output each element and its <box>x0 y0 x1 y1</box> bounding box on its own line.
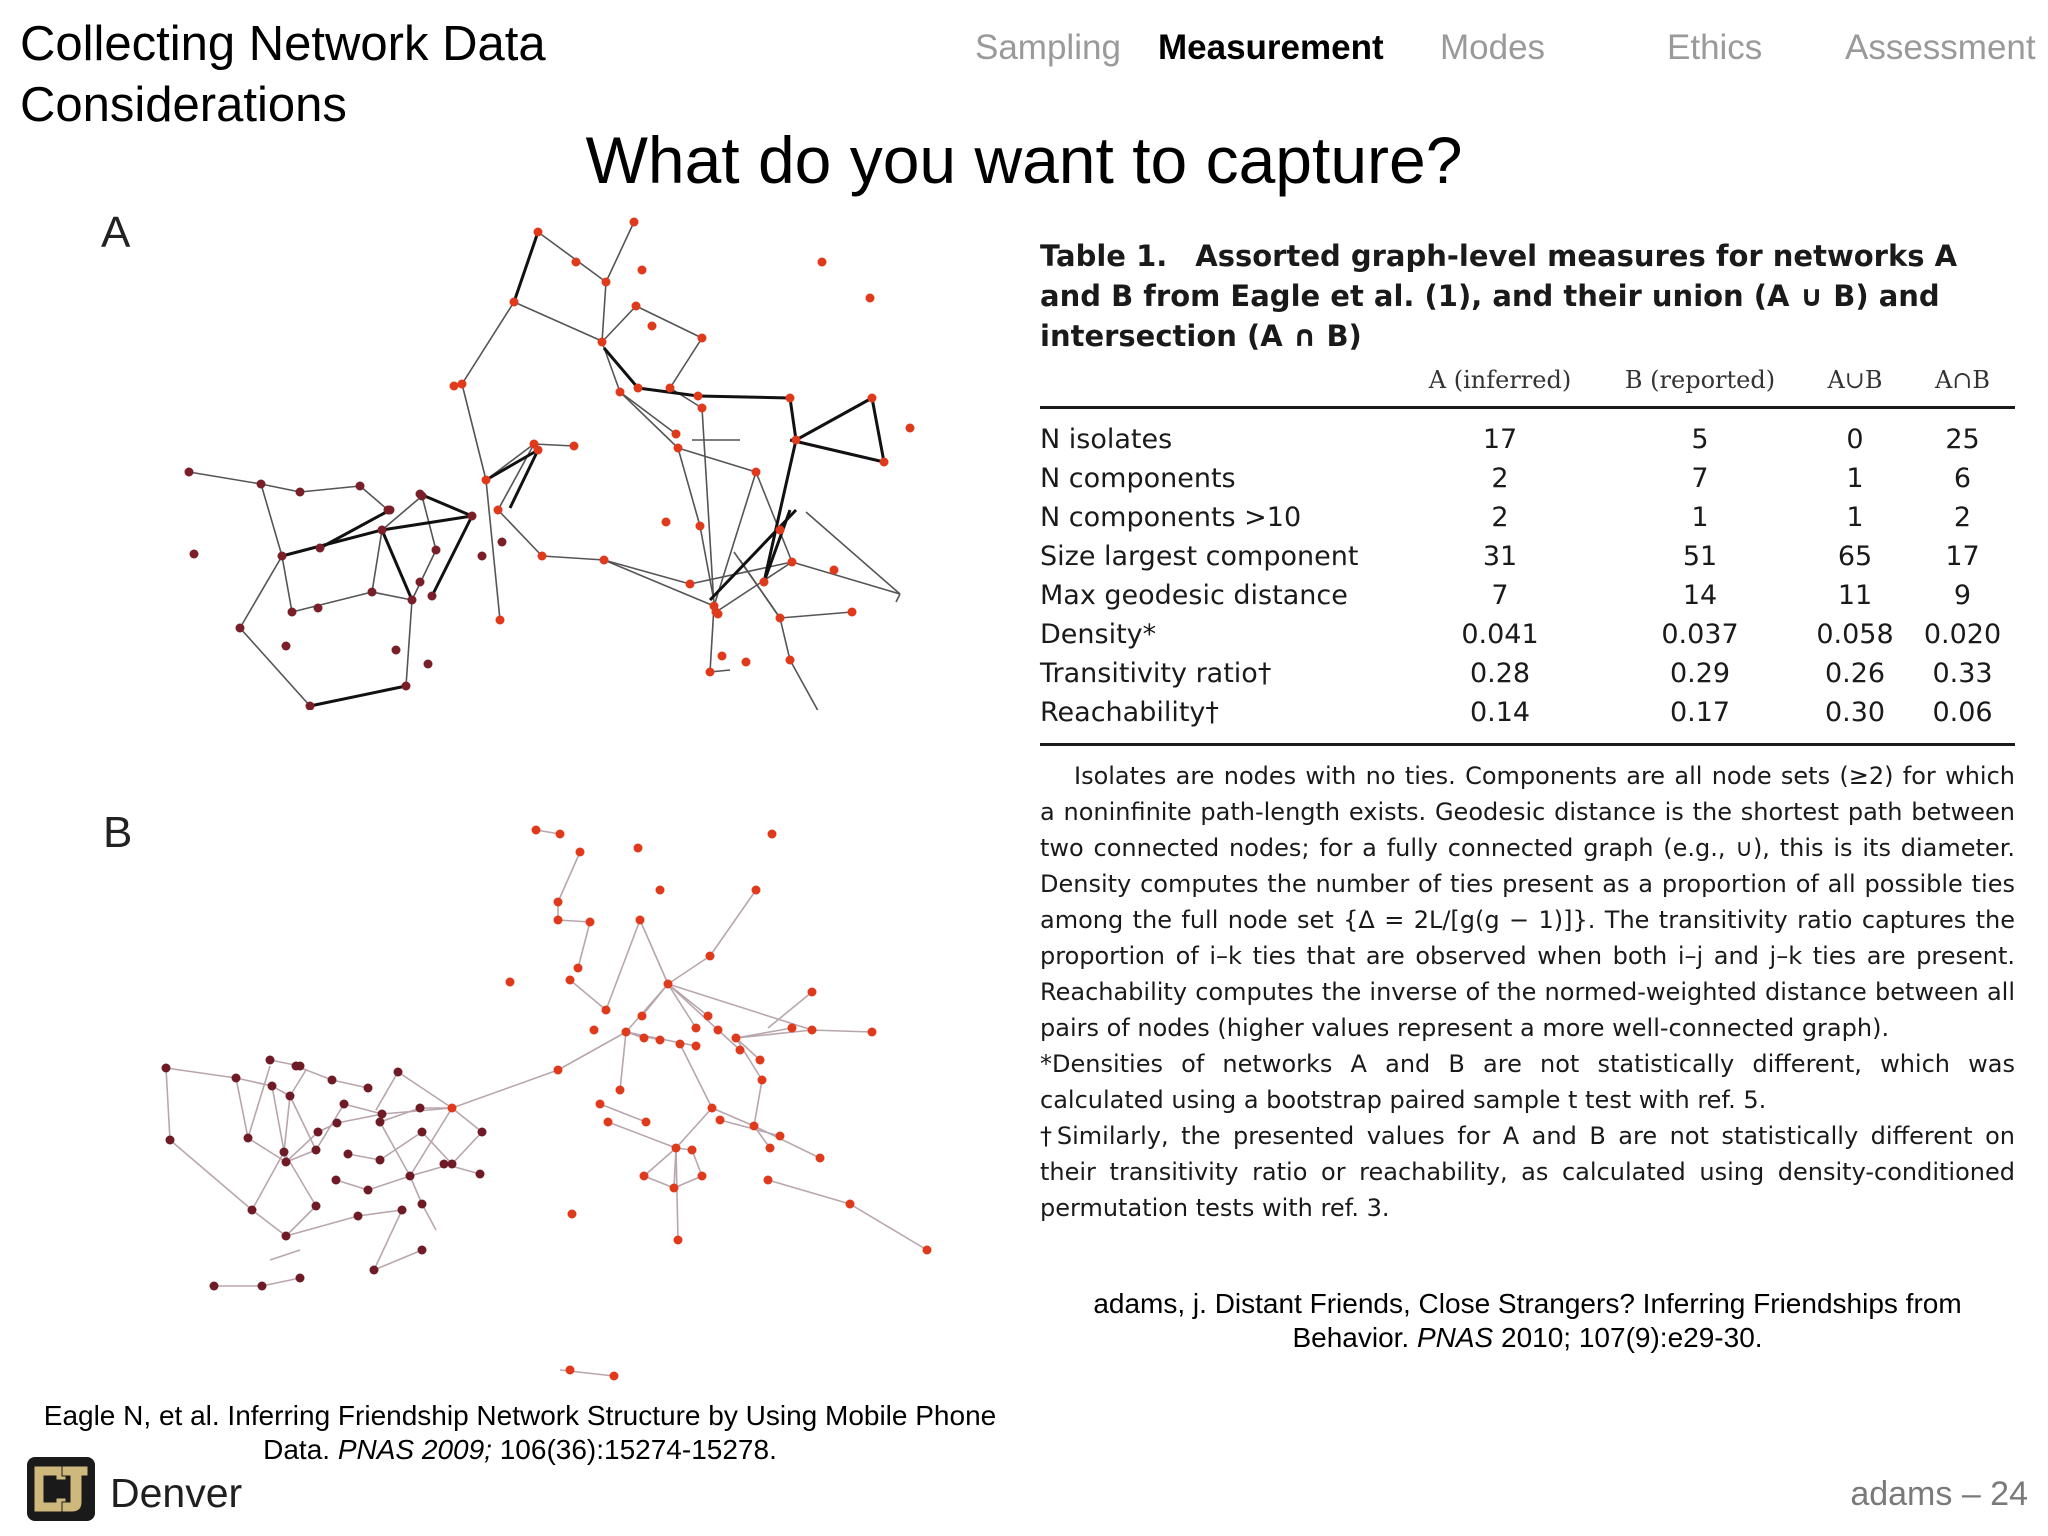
citation-adams <box>1040 1287 2015 1355</box>
measure-name: Density* <box>1040 619 1157 650</box>
measure-name: Size largest component <box>1040 541 1359 572</box>
value-a: 0.28 <box>1469 658 1531 689</box>
network-graph-a <box>90 210 930 710</box>
table-notes <box>1040 758 2015 1226</box>
table-note-main: Isolates are nodes with no ties. Components are all node sets (≥2) for which a noninfinite path-length exists. Geodesic distance is the shortest path between two connected nodes; for a fully connected graph (e.g., ∪), this is its diameter. Density computes the number of ties present as a proportion of all possible ties among the full node set {Δ = 2L/[g(g − 1)]}. The transitivity ratio captures the proportion of i–k ties that are observed when both i–j and j–k ties are present. Reachability computes the inverse of the normed-weighted distance between all pairs of nodes (higher values represent a more well-connected graph). <box>1040 762 2015 1042</box>
value-b: 0.29 <box>1669 658 1731 689</box>
value-a: 7 <box>1491 580 1509 611</box>
measure-name: Max geodesic distance <box>1040 580 1348 611</box>
value-intersection: 2 <box>1953 502 1972 533</box>
value-union: 0 <box>1846 424 1864 455</box>
value-b: 5 <box>1691 424 1709 455</box>
university-logo-icon <box>26 1456 96 1522</box>
value-intersection: 25 <box>1945 424 1980 455</box>
table-row <box>1040 654 2015 693</box>
nav-sampling[interactable]: Sampling <box>975 28 1121 67</box>
measures-table <box>1040 362 2015 746</box>
value-intersection: 6 <box>1953 463 1972 494</box>
value-union: 1 <box>1846 463 1864 494</box>
value-intersection: 9 <box>1953 580 1972 611</box>
column-header-a: A (inferred) <box>1400 362 1600 408</box>
citation-eagle-journal: PNAS 2009; <box>337 1434 492 1465</box>
nav-measurement[interactable]: Measurement <box>1158 28 1384 67</box>
table-row <box>1040 459 2015 498</box>
measures-table-block <box>1040 236 2015 1226</box>
value-intersection: 0.33 <box>1932 658 1993 689</box>
value-union: 65 <box>1837 541 1873 572</box>
table-row <box>1040 537 2015 576</box>
citation-eagle <box>20 1399 1020 1467</box>
value-intersection: 0.020 <box>1923 619 2002 650</box>
table-note-density: *Densities of networks A and B are not statistically different, which was calculated using a bootstrap paired sample t test with ref. 5. <box>1040 1050 2015 1114</box>
citation-adams-lead: Behavior. <box>1292 1322 1417 1353</box>
column-header-intersection: A∩B <box>1910 362 2015 408</box>
value-a: 0.14 <box>1400 693 1600 745</box>
value-b: 51 <box>1682 541 1718 572</box>
value-a: 0.041 <box>1461 619 1539 650</box>
value-intersection: 0.06 <box>1910 693 2015 745</box>
value-intersection: 17 <box>1945 541 1980 572</box>
panel-b-label: B <box>103 808 133 857</box>
slide-heading: What do you want to capture? <box>585 123 1463 197</box>
brand-name: Denver <box>110 1470 243 1516</box>
value-union: 0.26 <box>1824 658 1886 689</box>
citation-eagle-line1: Eagle N, et al. Inferring Friendship Network Structure by Using Mobile Phone <box>43 1400 997 1431</box>
value-b: 0.037 <box>1661 619 1739 650</box>
citation-eagle-tail: 106(36):15274-15278. <box>491 1434 777 1465</box>
section-nav <box>0 28 2048 72</box>
citation-eagle-line2 <box>20 1433 1020 1467</box>
table-row <box>1040 576 2015 615</box>
table-row <box>1040 615 2015 654</box>
citation-eagle-lead: Data. <box>263 1434 338 1465</box>
nav-modes[interactable]: Modes <box>1440 28 1546 67</box>
table-number: Table 1. <box>1040 239 1168 273</box>
nav-ethics[interactable]: Ethics <box>1667 28 1763 67</box>
value-a: 2 <box>1491 463 1509 494</box>
value-a: 17 <box>1482 424 1518 455</box>
measure-name: N components <box>1040 463 1236 494</box>
measure-name: Reachability† <box>1040 693 1400 745</box>
citation-adams-journal: PNAS <box>1416 1322 1494 1353</box>
table-caption <box>1040 236 2015 356</box>
value-a: 2 <box>1491 502 1509 533</box>
measure-name: Transitivity ratio† <box>1040 658 1272 689</box>
graph-a-edges <box>189 222 900 710</box>
graph-b-nodes-dark <box>162 1056 487 1291</box>
table-note-transitivity: †Similarly, the presented values for A and B are not statistically different on their transitivity ratio or reachability, as calculated using density-conditioned permutation tests with ref. 3. <box>1040 1122 2015 1222</box>
column-header-b: B (reported) <box>1600 362 1800 408</box>
nav-assessment[interactable]: Assessment <box>1845 28 2036 67</box>
column-header <box>1040 362 1400 408</box>
measure-name: N isolates <box>1040 424 1173 455</box>
citation-adams-tail: 2010; 107(9):e29-30. <box>1493 1322 1763 1353</box>
table-caption-text: Assorted graph-level measures for networks A and B from Eagle et al. (1), and their union (A ∪ B) and intersection (A ∩ B) <box>1040 239 1958 353</box>
graph-a-nodes-dark <box>185 468 507 711</box>
deck-title: Collecting Network Data Considerations <box>20 17 546 132</box>
graph-a-strong-edges <box>282 232 884 706</box>
value-b: 14 <box>1682 580 1718 611</box>
table-row <box>1040 693 2015 745</box>
table-row <box>1040 498 2015 537</box>
value-union: 0.30 <box>1800 693 1910 745</box>
value-b: 1 <box>1691 502 1709 533</box>
measure-name: N components >10 <box>1040 502 1302 533</box>
value-b: 0.17 <box>1600 693 1800 745</box>
table-header-row <box>1040 362 2015 408</box>
graph-b-edges <box>166 830 927 1376</box>
value-union: 11 <box>1837 580 1873 611</box>
value-a: 31 <box>1482 541 1518 572</box>
value-union: 1 <box>1846 502 1864 533</box>
graph-b-nodes <box>448 826 932 1381</box>
table-row <box>1040 408 2015 460</box>
value-b: 7 <box>1691 463 1709 494</box>
panel-a-label: A <box>101 208 131 257</box>
column-header-union: A∪B <box>1800 362 1910 408</box>
citation-adams-line2 <box>1040 1321 2015 1355</box>
value-union: 0.058 <box>1816 619 1894 650</box>
citation-adams-line1: adams, j. Distant Friends, Close Strangers? Inferring Friendships from <box>1093 1288 1962 1319</box>
network-graph-b <box>140 770 940 1400</box>
page-number: adams – 24 <box>1850 1475 2028 1513</box>
